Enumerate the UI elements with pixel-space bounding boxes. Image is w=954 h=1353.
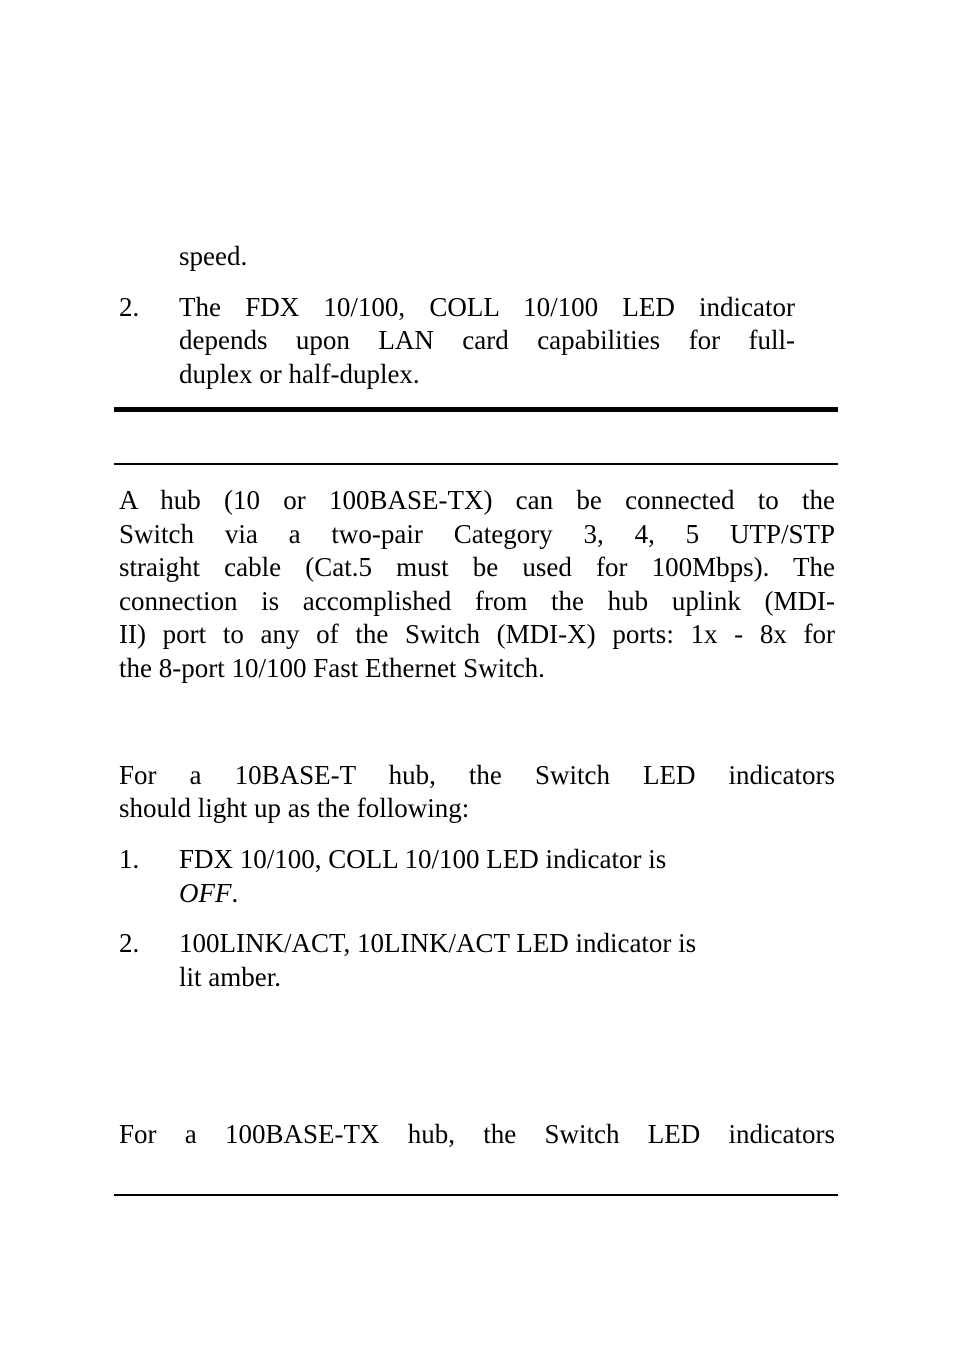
off-period: . — [231, 878, 239, 908]
list-item-2-line-3: duplex or half-duplex. — [179, 359, 420, 389]
hub10-item-2-line-1: 100LINK/ACT, 10LINK/ACT LED indicator is — [179, 928, 697, 958]
hub10-item-2-line-2: lit amber. — [179, 962, 281, 992]
hub-paragraph-line-4: connection is accomplished from the hub uplink (MDI- — [119, 586, 835, 616]
hub-paragraph-line-2: Switch via a two-pair Category 3, 4, 5 UTP/STP — [119, 519, 835, 549]
off-emphasis: OFF — [179, 878, 232, 908]
hub10-intro-line-2: should light up as the following: — [119, 793, 470, 823]
list-item-1-tail: speed. — [179, 241, 248, 271]
list-item-2-line-2: depends upon LAN card capabilities for full- — [179, 325, 795, 355]
hub100-intro-line-1: For a 100BASE-TX hub, the Switch LED indicators — [119, 1119, 835, 1149]
hub10-item-1-line-1: FDX 10/100, COLL 10/100 LED indicator is — [179, 844, 667, 874]
hub-paragraph-line-3: straight cable (Cat.5 must be used for 100Mbps). The — [119, 552, 835, 582]
hub-paragraph-line-6: the 8-port 10/100 Fast Ethernet Switch. — [119, 653, 545, 683]
hub10-item-1-number: 1. — [119, 844, 140, 874]
hub10-item-1-line-2 — [179, 877, 238, 911]
hub-paragraph-line-1: A hub (10 or 100BASE-TX) can be connected to the — [119, 485, 835, 515]
hub10-item-2-number: 2. — [119, 928, 140, 958]
hub-paragraph-line-5: II) port to any of the Switch (MDI-X) ports: 1x - 8x for — [119, 619, 835, 649]
hub10-intro-line-1: For a 10BASE-T hub, the Switch LED indicators — [119, 760, 835, 790]
thin-divider-top — [114, 463, 838, 465]
list-number-2: 2. — [119, 292, 140, 322]
thick-divider — [114, 407, 838, 412]
thin-divider-bottom — [114, 1194, 838, 1196]
list-item-2-line-1: The FDX 10/100, COLL 10/100 LED indicator — [179, 292, 795, 322]
